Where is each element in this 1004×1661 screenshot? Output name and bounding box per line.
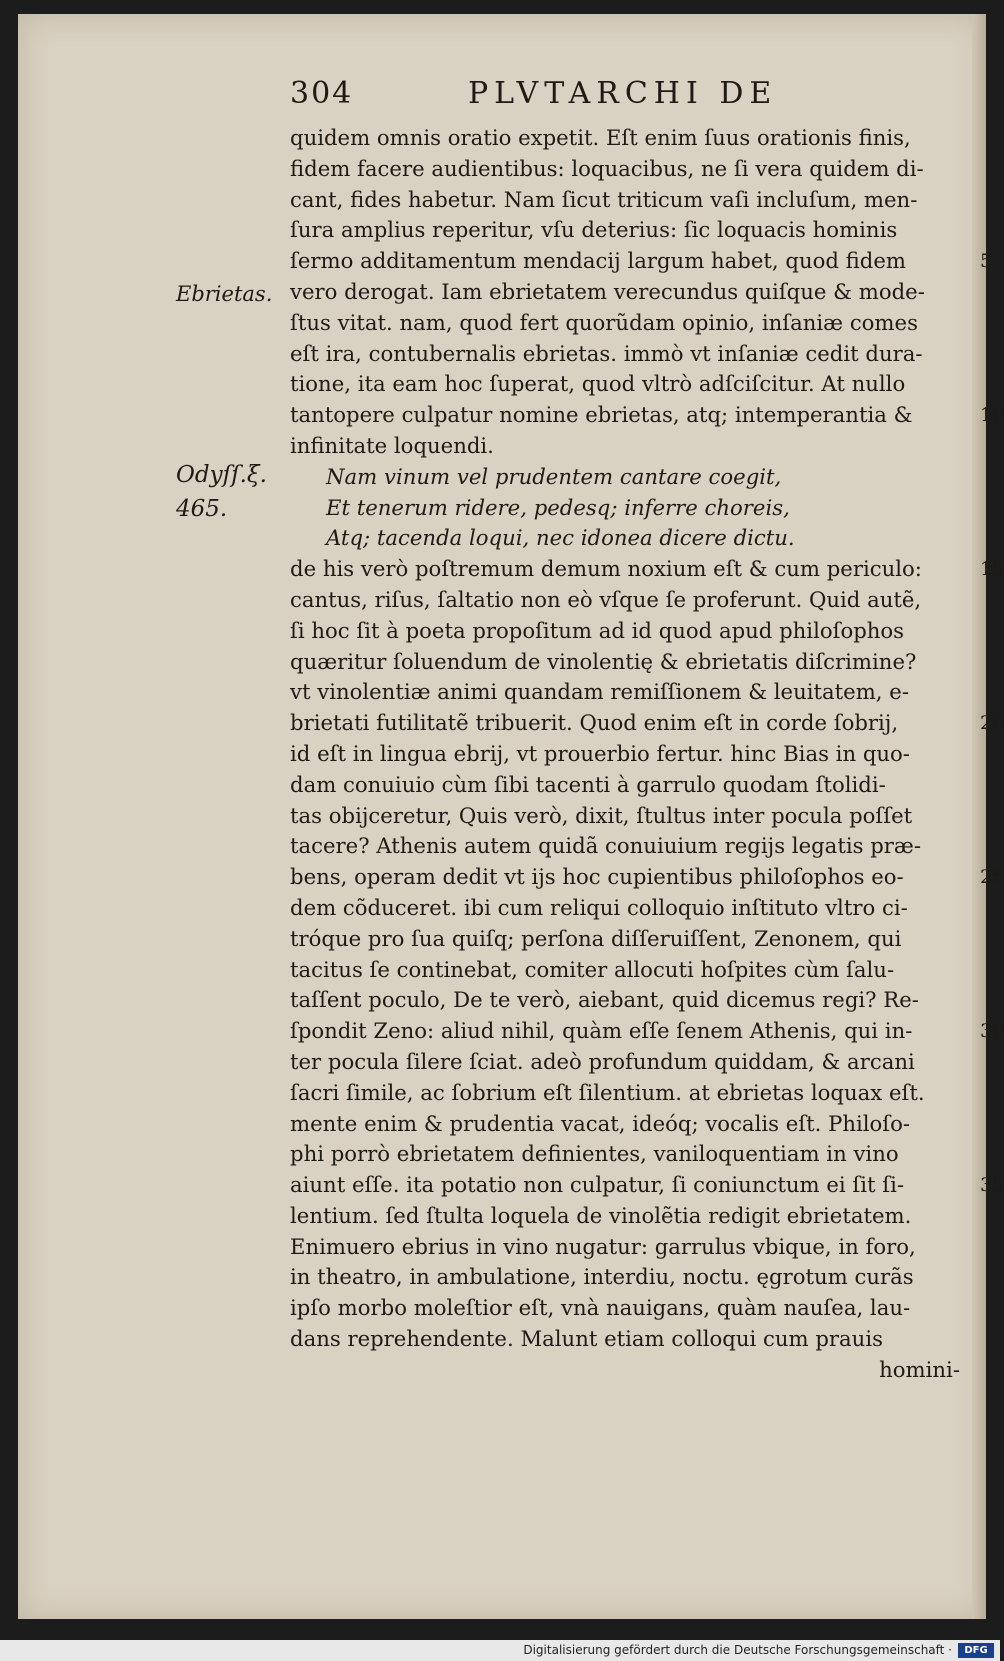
text-line: ſtus vitat. nam, quod fert quorũdam opinio, inſaniæ comes [290, 309, 918, 335]
dfg-logo-icon: DFG [958, 1643, 994, 1658]
line-number: 20 [980, 712, 1004, 735]
text-line: ſura amplius reperitur, vſu deterius: ſic loquacis hominis [290, 217, 898, 243]
verse-line: Atq; tacenda loqui, nec idonea dicere dictu. [326, 525, 795, 551]
verse-line: Nam vinum vel prudentem cantare coegit, [326, 463, 782, 489]
text-line: ſacri ſimile, ac ſobrium eſt ſilentium. at ebrietas loquax eſt. [290, 1079, 925, 1105]
line-number: 30 [980, 1020, 1004, 1043]
text-line: infinitate loquendi. [290, 432, 494, 458]
line-number: 5 [980, 250, 993, 273]
line-number: 10 [980, 404, 1004, 427]
text-line: aiunt eſſe. ita potatio non culpatur, ſi coniunctum ei ſit ſi- 35 [290, 1170, 990, 1201]
text-line: ſermo additamentum mendacij largum habet, quod fidem 5 [290, 246, 990, 277]
line-number: 25 [980, 866, 1004, 889]
text-line: phi porrò ebrietatem definientes, vaniloquentiam in vino [290, 1141, 899, 1167]
line-number: 35 [980, 1174, 1004, 1197]
margin-note-ebrietas: Ebrietas. [176, 282, 273, 306]
text-line: brietati futilitatẽ tribuerit. Quod enim eſt in corde ſobrij, 20 [290, 708, 990, 739]
text-line: tacitus ſe continebat, comiter allocuti hoſpites cùm ſalu- [290, 956, 895, 982]
text-line: tróque pro ſua quiſq; perſona diſſeruiſſent, Zenonem, qui [290, 925, 902, 951]
text-line: Enimuero ebrius in vino nugatur: garrulus vbique, in foro, [290, 1233, 916, 1259]
text-line: fidem facere audientibus: loquacibus, ne ſi vera quidem di- [290, 155, 924, 181]
text-line: eſt ira, contubernalis ebrietas. immò vt inſaniæ cedit dura- [290, 340, 923, 366]
running-title: PLVTARCHI DE [468, 76, 778, 111]
text-line: dem cõduceret. ibi cum reliqui colloquio inſtituto vltro ci- [290, 894, 908, 920]
text-line: tacere? Athenis autem quidã conuiuium regijs legatis præ- [290, 833, 921, 859]
text-line: lentium. ſed ſtulta loquela de vinolẽtia redigit ebrietatem. [290, 1202, 912, 1228]
text-line: dans reprehendente. Malunt etiam colloqui cum prauis [290, 1326, 883, 1352]
line-number: 15 [980, 558, 1004, 581]
text-line: vt vinolentiæ animi quandam remiſſionem & leuitatem, e- [290, 679, 909, 705]
catchword: homini- [879, 1356, 960, 1382]
text-line: id eſt in lingua ebrij, vt prouerbio fertur. hinc Bias in quo- [290, 740, 910, 766]
text-line: bens, operam dedit vt ijs hoc cupientibus philoſophos eo- 25 [290, 862, 990, 893]
text-line: ipſo morbo moleſtior eſt, vnà nauigans, quàm nauſea, lau- [290, 1295, 911, 1321]
text-line: taſſent poculo, De te verò, aiebant, quid dicemus regi? Re- [290, 987, 919, 1013]
text-line: quæritur ſoluendum de vinolentię & ebrietatis diſcrimine? [290, 648, 917, 674]
footer-text: Digitalisierung gefördert durch die Deutsche Forschungsgemeinschaft · [523, 1643, 952, 1657]
verse-line: Et tenerum ridere, pedesq; inferre choreis, [326, 494, 790, 520]
text-line: cant, fides habetur. Nam ſicut triticum vaſi incluſum, men- [290, 186, 918, 212]
text-line: tione, ita eam hoc ſuperat, quod vltrò adſciſcitur. At nullo [290, 371, 906, 397]
text-line: ſpondit Zeno: aliud nihil, quàm eſſe ſenem Athenis, qui in- 30 [290, 1016, 990, 1047]
page-number: 304 [290, 76, 354, 111]
margin-note-odyss-line: 465. [176, 496, 228, 522]
text-line: mente enim & prudentia vacat, ideóq; vocalis eſt. Philoſo- [290, 1110, 911, 1136]
digitization-footer [0, 1640, 1000, 1661]
text-line: in theatro, in ambulatione, interdiu, noctu. ęgrotum curãs [290, 1264, 914, 1290]
text-line: ter pocula ſilere ſciat. adeò profundum quiddam, & arcani [290, 1048, 915, 1074]
text-line: dam conuiuio cùm ſibi tacenti à garrulo quodam ſtolidi- [290, 771, 886, 797]
text-line: cantus, riſus, ſaltatio non eò vſque ſe proferunt. Quid autẽ, [290, 586, 922, 612]
text-line: tas obijceretur, Quis verò, dixit, ſtultus inter pocula poſſet [290, 802, 913, 828]
text-line: ſi hoc ſit à poeta propoſitum ad id quod apud philoſophos [290, 617, 905, 643]
text-line: vero derogat. Iam ebrietatem verecundus quiſque & mode- [290, 278, 925, 304]
text-line: de his verò poſtremum demum noxium eſt & cum periculo: 15 [290, 554, 990, 585]
text-line: tantopere culpatur nomine ebrietas, atq; intemperantia & 10 [290, 400, 990, 431]
body-text [290, 123, 1004, 1386]
margin-note-odyss: Odyſſ.ξ. [176, 462, 267, 488]
text-line: quidem omnis oratio expetit. Eſt enim ſuus orationis finis, [290, 125, 911, 150]
